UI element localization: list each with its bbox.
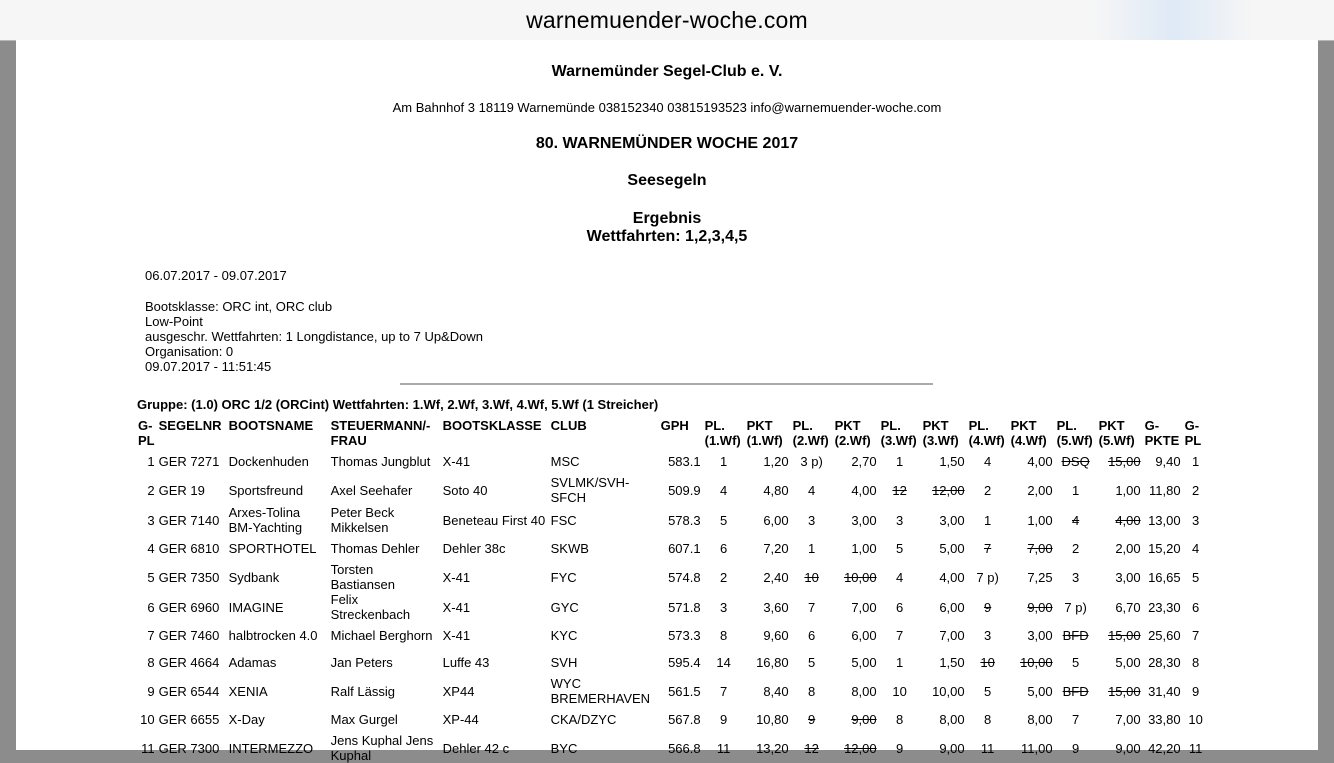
- table-row: [136, 448, 1209, 475]
- cell-club: GYC: [550, 599, 579, 615]
- cell-gph: 561.5: [668, 683, 701, 699]
- cell-boat-class: Beneteau First 40: [442, 512, 546, 528]
- cell-position: 9: [147, 683, 155, 699]
- scoring-line: Low-Point: [145, 314, 203, 329]
- cell-total-points: 9,40: [1155, 454, 1181, 469]
- cell-club: WYC BREMERHAVEN: [550, 676, 651, 706]
- date-range: 06.07.2017 - 09.07.2017: [145, 268, 287, 283]
- cell-race-5-place: 2: [1072, 541, 1080, 556]
- cell-gph: 566.8: [668, 740, 701, 756]
- cell-race-3-points: 10,00: [932, 683, 965, 699]
- cell-boat-name: IMAGINE: [228, 599, 284, 615]
- cell-race-2-points: 5,00: [851, 655, 877, 670]
- cell-race-4-points: 2,00: [1027, 482, 1053, 498]
- cell-race-4-place: 9: [984, 599, 992, 615]
- organisation-line: Organisation: 0: [145, 344, 234, 359]
- cell-boat-name: INTERMEZZO: [228, 740, 314, 756]
- col-pl2: PL. (2.Wf): [792, 418, 829, 448]
- cell-race-5-points: 2,00: [1115, 541, 1141, 556]
- cell-race-4-points: 7,00: [1027, 541, 1053, 556]
- cell-gph: 595.4: [668, 655, 701, 670]
- event-title: 80. WARNEMÜNDER WOCHE 2017: [535, 135, 799, 152]
- table-row: [136, 535, 1209, 562]
- cell-race-3-points: 1,50: [939, 655, 965, 670]
- cell-race-2-place: 4: [808, 482, 816, 498]
- cell-race-2-place: 12: [804, 740, 819, 756]
- cell-sail-number: GER 7140: [158, 512, 220, 528]
- cell-race-1-place: 7: [720, 683, 728, 699]
- cell-sail-number: GER 7271: [158, 454, 220, 469]
- cell-race-4-points: 1,00: [1027, 512, 1053, 528]
- cell-race-2-place: 1: [808, 541, 816, 556]
- cell-boat-name: Arxes-Tolina BM-Yachting: [228, 505, 303, 535]
- cell-boat-name: Sportsfreund: [228, 482, 304, 498]
- cell-race-5-points: 7,00: [1115, 712, 1141, 727]
- cell-race-1-points: 2,40: [763, 569, 789, 585]
- cell-gph: 583.1: [668, 454, 701, 469]
- cell-position: 4: [147, 541, 155, 556]
- address-bar-highlight: [1094, 0, 1254, 40]
- results-body: [136, 448, 1209, 763]
- table-row: [136, 622, 1209, 649]
- cell-total-points: 42,20: [1148, 740, 1181, 756]
- cell-boat-class: XP44: [442, 683, 475, 699]
- cell-race-4-place: 4: [984, 454, 992, 469]
- cell-helm: Jan Peters: [330, 655, 393, 670]
- col-pl3: PL. (3.Wf): [880, 418, 917, 448]
- cell-race-5-points: 6,70: [1115, 599, 1141, 615]
- col-pkt2: PKT (2.Wf): [834, 418, 871, 448]
- cell-race-5-points: 9,00: [1115, 740, 1141, 756]
- cell-sail-number: GER 6544: [158, 683, 220, 699]
- cell-race-2-place: 6: [808, 628, 816, 643]
- cell-helm: Max Gurgel: [330, 712, 398, 727]
- cell-overall-place: 11: [1188, 740, 1203, 756]
- cell-position: 2: [147, 482, 155, 498]
- cell-race-5-points: 5,00: [1115, 655, 1141, 670]
- cell-race-2-place: 9: [808, 712, 816, 727]
- table-row: [136, 592, 1209, 622]
- cell-race-1-points: 1,20: [763, 454, 789, 469]
- cell-position: 7: [147, 628, 155, 643]
- cell-race-2-place: 7: [808, 599, 816, 615]
- cell-race-4-points: 4,00: [1027, 454, 1053, 469]
- cell-race-3-points: 12,00: [932, 482, 965, 498]
- table-row: [136, 562, 1209, 592]
- cell-race-5-points: 4,00: [1115, 512, 1141, 528]
- cell-boat-class: Luffe 43: [442, 655, 490, 670]
- cell-club: MSC: [550, 454, 580, 469]
- cell-race-2-points: 8,00: [851, 683, 877, 699]
- races-title: Wettfahrten: 1,2,3,4,5: [586, 228, 748, 245]
- cell-boat-class: X-41: [442, 599, 471, 615]
- cell-overall-place: 6: [1192, 599, 1200, 615]
- cell-club: FYC: [550, 569, 577, 585]
- cell-club: KYC: [550, 628, 578, 643]
- discipline-title: Seesegeln: [627, 172, 707, 189]
- cell-race-4-points: 10,00: [1020, 655, 1053, 670]
- col-segelnr: SEGELNR: [158, 418, 222, 433]
- cell-boat-class: XP-44: [442, 712, 479, 727]
- cell-race-3-place: 1: [896, 454, 904, 469]
- cell-total-points: 13,00: [1148, 512, 1181, 528]
- cell-race-1-place: 1: [720, 454, 728, 469]
- cell-helm: Axel Seehafer: [330, 482, 413, 498]
- cell-race-1-points: 6,00: [763, 512, 789, 528]
- cell-gph: 571.8: [668, 599, 701, 615]
- col-gph: GPH: [660, 418, 689, 433]
- col-steuermann: STEUERMANN/- FRAU: [330, 418, 431, 448]
- cell-race-2-place: 3 p): [800, 454, 823, 469]
- cell-total-points: 31,40: [1148, 683, 1181, 699]
- cell-position: 11: [141, 740, 155, 756]
- cell-race-4-points: 8,00: [1027, 712, 1053, 727]
- cell-helm: Ralf Lässig: [330, 683, 395, 699]
- cell-sail-number: GER 6810: [158, 541, 220, 556]
- cell-race-5-points: 15,00: [1108, 454, 1141, 469]
- cell-helm: Peter Beck Mikkelsen: [330, 505, 395, 535]
- cell-race-4-place: 8: [984, 712, 992, 727]
- col-bootsname: BOOTSNAME: [228, 418, 314, 433]
- section-divider: [400, 383, 933, 385]
- cell-boat-name: XENIA: [228, 683, 268, 699]
- cell-race-2-points: 12,00: [844, 740, 877, 756]
- col-pkt4: PKT (4.Wf): [1010, 418, 1047, 448]
- cell-race-4-place: 5: [984, 683, 992, 699]
- cell-boat-name: Dockenhuden: [228, 454, 309, 469]
- cell-race-4-place: 3: [984, 628, 992, 643]
- cell-race-2-points: 1,00: [851, 541, 877, 556]
- announced-races-line: ausgeschr. Wettfahrten: 1 Longdistance, up to 7 Up&Down: [145, 329, 483, 344]
- cell-boat-class: X-41: [442, 454, 471, 469]
- cell-race-3-place: 9: [896, 740, 904, 756]
- cell-overall-place: 1: [1192, 454, 1200, 469]
- cell-boat-name: halbtrocken 4.0: [228, 628, 318, 643]
- cell-race-3-place: 6: [896, 599, 904, 615]
- cell-race-1-place: 4: [720, 482, 728, 498]
- cell-boat-class: Soto 40: [442, 482, 488, 498]
- cell-helm: Michael Berghorn: [330, 628, 433, 643]
- cell-total-points: 16,65: [1148, 569, 1181, 585]
- cell-boat-name: SPORTHOTEL: [228, 541, 317, 556]
- cell-overall-place: 9: [1192, 683, 1200, 699]
- cell-race-3-place: 12: [892, 482, 907, 498]
- cell-race-1-points: 16,80: [756, 655, 789, 670]
- table-row: [136, 649, 1209, 676]
- cell-race-4-points: 5,00: [1027, 683, 1053, 699]
- cell-race-3-place: 5: [896, 541, 904, 556]
- cell-race-2-points: 2,70: [851, 454, 877, 469]
- cell-total-points: 33,80: [1148, 712, 1181, 727]
- cell-race-2-place: 10: [804, 569, 819, 585]
- table-row: [136, 475, 1209, 505]
- table-header-row: [136, 417, 1209, 448]
- cell-overall-place: 4: [1192, 541, 1200, 556]
- cell-race-3-place: 10: [892, 683, 907, 699]
- cell-race-2-points: 9,00: [851, 712, 877, 727]
- cell-race-1-points: 13,20: [756, 740, 789, 756]
- cell-position: 6: [147, 599, 155, 615]
- cell-race-1-place: 11: [716, 740, 731, 756]
- col-pkt1: PKT (1.Wf): [746, 418, 783, 448]
- cell-race-1-place: 3: [720, 599, 728, 615]
- cell-boat-name: Sydbank: [228, 569, 280, 585]
- cell-race-1-points: 10,80: [756, 712, 789, 727]
- cell-race-3-points: 8,00: [939, 712, 965, 727]
- cell-race-1-place: 9: [720, 712, 728, 727]
- cell-race-4-points: 7,25: [1027, 569, 1053, 585]
- cell-total-points: 23,30: [1148, 599, 1181, 615]
- cell-position: 3: [147, 512, 155, 528]
- cell-race-1-place: 2: [720, 569, 728, 585]
- cell-race-1-points: 4,80: [763, 482, 789, 498]
- cell-race-3-points: 4,00: [939, 569, 965, 585]
- cell-overall-place: 5: [1192, 569, 1200, 585]
- col-club: CLUB: [550, 418, 587, 433]
- cell-race-2-points: 3,00: [851, 512, 877, 528]
- cell-race-5-points: 15,00: [1108, 683, 1141, 699]
- cell-boat-class: X-41: [442, 569, 471, 585]
- event-meta: [145, 299, 483, 374]
- cell-race-1-place: 6: [720, 541, 728, 556]
- cell-total-points: 11,80: [1149, 482, 1181, 498]
- page-url[interactable]: warnemuender-woche.com: [526, 6, 808, 33]
- cell-race-1-place: 8: [720, 628, 728, 643]
- result-title: Ergebnis: [632, 210, 702, 227]
- cell-race-5-points: 1,00: [1115, 482, 1141, 498]
- cell-race-4-points: 9,00: [1027, 599, 1053, 615]
- cell-race-3-points: 9,00: [939, 740, 965, 756]
- cell-total-points: 15,20: [1148, 541, 1181, 556]
- col-gpkte: G- PKTE: [1144, 418, 1180, 448]
- cell-boat-class: X-41: [442, 628, 471, 643]
- table-row: [136, 706, 1209, 733]
- cell-race-5-place: DSQ: [1061, 454, 1090, 469]
- cell-gph: 567.8: [668, 712, 701, 727]
- club-name: Warnemünder Segel-Club e. V.: [551, 63, 783, 80]
- cell-boat-class: Dehler 38c: [442, 541, 506, 556]
- cell-helm: Jens Kuphal Jens Kuphal: [330, 733, 434, 763]
- col-pkt3: PKT (3.Wf): [922, 418, 959, 448]
- cell-race-1-points: 8,40: [763, 683, 789, 699]
- cell-overall-place: 7: [1192, 628, 1200, 643]
- table-row: [136, 505, 1209, 535]
- cell-race-2-points: 10,00: [844, 569, 877, 585]
- cell-race-3-points: 7,00: [939, 628, 965, 643]
- cell-race-4-place: 7 p): [976, 569, 999, 585]
- table-row: [136, 733, 1209, 763]
- timestamp-line: 09.07.2017 - 11:51:45: [145, 359, 272, 374]
- cell-position: 10: [140, 712, 155, 727]
- cell-race-5-place: 7: [1072, 712, 1080, 727]
- cell-sail-number: GER 7300: [158, 740, 220, 756]
- cell-total-points: 25,60: [1148, 628, 1181, 643]
- browser-address-bar[interactable]: [0, 0, 1334, 41]
- cell-sail-number: GER 19: [158, 482, 205, 498]
- cell-race-3-points: 6,00: [939, 599, 965, 615]
- cell-race-4-place: 2: [984, 482, 992, 498]
- cell-race-3-place: 7: [896, 628, 904, 643]
- cell-race-5-place: 4: [1072, 512, 1080, 528]
- club-address: Am Bahnhof 3 18119 Warnemünde 038152340 03815193523 info@warnemuender-woche.com: [392, 100, 942, 115]
- cell-race-4-place: 7: [984, 541, 992, 556]
- cell-overall-place: 8: [1192, 655, 1200, 670]
- cell-race-5-place: 3: [1072, 569, 1080, 585]
- cell-sail-number: GER 6960: [158, 599, 220, 615]
- table-row: [136, 676, 1209, 706]
- cell-helm: Thomas Jungblut: [330, 454, 431, 469]
- cell-race-3-place: 8: [896, 712, 904, 727]
- cell-sail-number: GER 4664: [158, 655, 220, 670]
- cell-race-5-points: 3,00: [1115, 569, 1141, 585]
- cell-position: 1: [147, 454, 155, 469]
- cell-gph: 574.8: [668, 569, 701, 585]
- cell-race-4-place: 11: [980, 740, 995, 756]
- cell-race-1-points: 3,60: [763, 599, 789, 615]
- cell-race-3-place: 4: [896, 569, 904, 585]
- cell-race-3-points: 3,00: [939, 512, 965, 528]
- cell-boat-class: Dehler 42 c: [442, 740, 510, 756]
- cell-race-2-place: 8: [808, 683, 816, 699]
- cell-position: 5: [147, 569, 155, 585]
- cell-club: FSC: [550, 512, 577, 528]
- cell-race-5-place: BFD: [1062, 628, 1089, 643]
- col-pkt5: PKT (5.Wf): [1098, 418, 1135, 448]
- cell-gph: 509.9: [668, 482, 701, 498]
- boat-class-line: Bootsklasse: ORC int, ORC club: [145, 299, 333, 314]
- cell-race-2-place: 3: [808, 512, 816, 528]
- col-pl1: PL. (1.Wf): [704, 418, 741, 448]
- cell-total-points: 28,30: [1148, 655, 1181, 670]
- cell-race-5-points: 15,00: [1108, 628, 1141, 643]
- cell-boat-name: X-Day: [228, 712, 265, 727]
- cell-race-5-place: 1: [1072, 482, 1080, 498]
- cell-sail-number: GER 7350: [158, 569, 220, 585]
- cell-gph: 578.3: [668, 512, 701, 528]
- cell-sail-number: GER 6655: [158, 712, 220, 727]
- cell-race-1-place: 14: [716, 655, 731, 670]
- cell-race-4-place: 10: [980, 655, 995, 670]
- cell-race-5-place: 5: [1072, 655, 1080, 670]
- cell-club: SKWB: [550, 541, 589, 556]
- cell-race-2-points: 7,00: [851, 599, 877, 615]
- cell-race-2-points: 4,00: [851, 482, 877, 498]
- cell-helm: Thomas Dehler: [330, 541, 420, 556]
- cell-race-1-place: 5: [720, 512, 728, 528]
- cell-overall-place: 10: [1188, 712, 1203, 727]
- cell-club: CKA/DZYC: [550, 712, 617, 727]
- col-pl4: PL. (4.Wf): [968, 418, 1005, 448]
- cell-race-4-points: 3,00: [1027, 628, 1053, 643]
- results-table: [136, 417, 1209, 763]
- group-title: Gruppe: (1.0) ORC 1/2 (ORCint) Wettfahrten: 1.Wf, 2.Wf, 3.Wf, 4.Wf, 5.Wf (1 Streicher): [137, 397, 659, 412]
- cell-race-3-points: 5,00: [939, 541, 965, 556]
- cell-gph: 607.1: [668, 541, 701, 556]
- cell-race-3-place: 1: [896, 655, 904, 670]
- cell-race-1-points: 9,60: [763, 628, 789, 643]
- cell-club: BYC: [550, 740, 578, 756]
- cell-club: SVLMK/SVH-SFCH: [550, 475, 630, 505]
- cell-race-5-place: BFD: [1062, 683, 1089, 699]
- cell-race-2-points: 6,00: [851, 628, 877, 643]
- cell-boat-name: Adamas: [228, 655, 277, 670]
- cell-race-5-place: 9: [1072, 740, 1080, 756]
- cell-race-2-place: 5: [808, 655, 816, 670]
- cell-race-3-points: 1,50: [939, 454, 965, 469]
- cell-gph: 573.3: [668, 628, 701, 643]
- col-bootsklasse: BOOTSKLASSE: [442, 418, 542, 433]
- cell-sail-number: GER 7460: [158, 628, 220, 643]
- cell-overall-place: 3: [1192, 512, 1200, 528]
- cell-position: 8: [147, 655, 155, 670]
- cell-helm: Felix Streckenbach: [330, 592, 411, 622]
- cell-club: SVH: [550, 655, 578, 670]
- cell-race-4-points: 11,00: [1021, 740, 1053, 756]
- cell-overall-place: 2: [1192, 482, 1200, 498]
- cell-race-1-points: 7,20: [763, 541, 789, 556]
- cell-helm: Torsten Bastiansen: [330, 562, 395, 592]
- cell-race-4-place: 1: [984, 512, 992, 528]
- results-document: [16, 40, 1318, 763]
- col-gpl: G- PL: [138, 418, 155, 448]
- cell-race-3-place: 3: [896, 512, 904, 528]
- cell-race-5-place: 7 p): [1064, 599, 1087, 615]
- col-pl5: PL. (5.Wf): [1056, 418, 1093, 448]
- col-gpl-end: G- PL: [1184, 418, 1202, 448]
